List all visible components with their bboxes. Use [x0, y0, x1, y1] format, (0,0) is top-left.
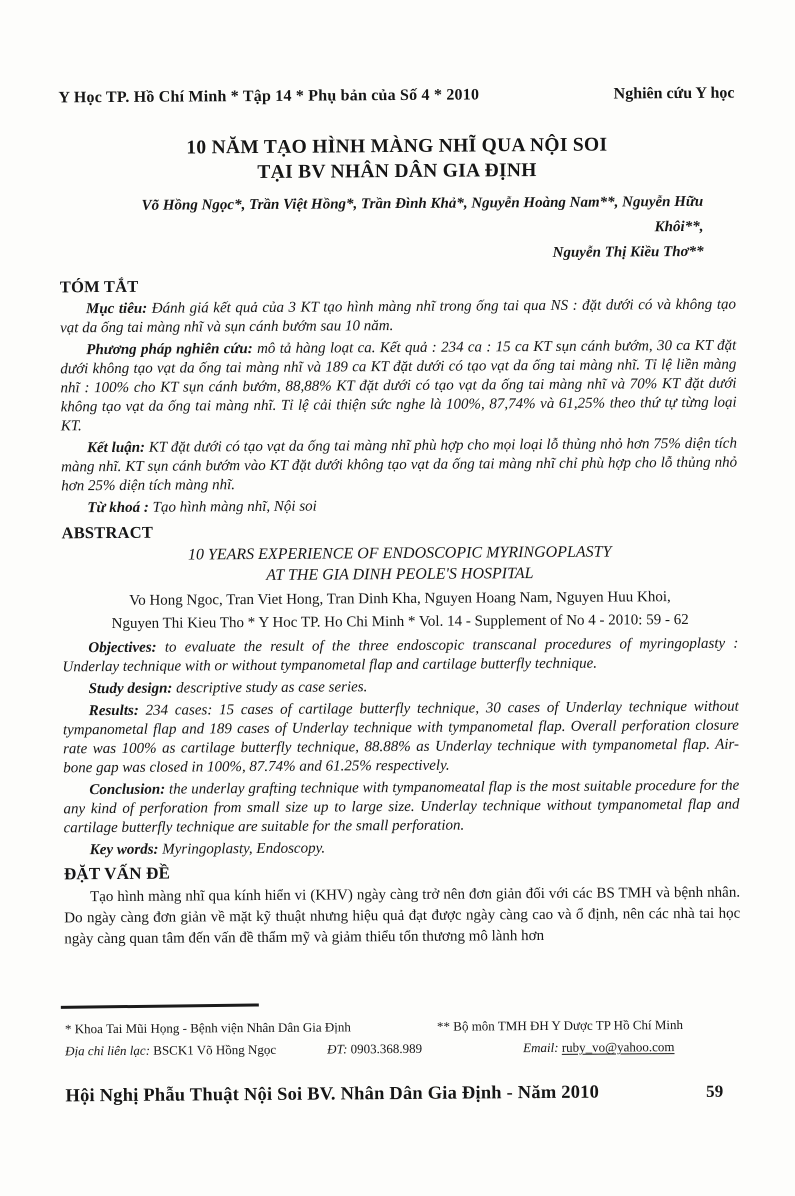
paragraph-text: Đánh giá kết quả của 3 KT tạo hình màng nhĩ trong ống tai qua NS : đặt dưới có và không tạo vạt da ống tai màng nhĩ và sụn cánh bướm sau 10 năm. — [60, 296, 737, 337]
introduction-paragraph: Tạo hình màng nhĩ qua kính hiển vi (KHV) ngày càng trở nên đơn giản đối với các BS TMH và bệnh nhân. Do ngày càng đơn giản về mặt kỹ thuật nhưng hiệu quả đạt được ngày càng cao và ổ định, nên các nhà tai học ngày càng quan tâm đến vấn đề thẩm mỹ và giảm thiểu tổn thương mô lành hơn — [64, 884, 741, 948]
email-field — [523, 1036, 674, 1059]
tomtat-paragraph-muctieu — [60, 296, 736, 339]
paragraph-lead: Study design: — [88, 680, 173, 698]
phone-field — [327, 1037, 523, 1060]
tomtat-paragraph-tukhoa — [61, 495, 737, 519]
paragraph-text: mô tả hàng loạt ca. Kết quả : 234 ca : 15 ca KT sụn cánh bướm, 30 ca KT đặt dưới không tạo vạt da ống tai màng nhĩ và 189 ca KT đặt dưới có tạo vạt da ống tai màng nhĩ. Tỉ lệ liền màng nhĩ : 100% cho KT sụn cánh bướm, 88,88% KT đặt dưới có tạo vạt da ống tai màng nhĩ và 70% KT đặt dưới không tạo vạt da ống tai màng nhĩ. Tỉ lệ cải thiện sức nghe là 100%, 87,74% và 61,25% theo thứ tự từng loại KT. — [60, 337, 737, 435]
english-title-line1: 10 YEARS EXPERIENCE OF ENDOSCOPIC MYRINGOPLASTY — [187, 543, 612, 564]
section-heading-datvande: ĐẶT VẤN ĐỀ — [63, 863, 171, 884]
paper-title — [59, 132, 735, 187]
section-heading-abstract: ABSTRACT — [61, 522, 154, 543]
paragraph-lead: Results: — [88, 702, 139, 720]
paragraph-lead: Objectives: — [88, 639, 157, 657]
abstract-paragraph-conclusion — [63, 777, 739, 839]
phone-value: 0903.368.989 — [347, 1040, 423, 1057]
contact-name: BSCK1 Võ Hồng Ngọc — [149, 1041, 277, 1058]
main-column — [58, 84, 740, 951]
abstract-paragraph-results — [63, 698, 740, 779]
footnotes-block — [65, 1014, 743, 1063]
authors-line3: Nguyễn Thị Kiều Thơ** — [552, 243, 704, 261]
affiliation-1: * Khoa Tai Mũi Họng - Bệnh viện Nhân Dân Gia Định — [64, 1019, 351, 1037]
footer-conference-title: Hội Nghị Phẫu Thuật Nội Soi BV. Nhân Dân Gia Định - Năm 2010 — [65, 1082, 600, 1107]
english-authors-block — [62, 586, 738, 637]
paragraph-text: Myringoplasty, Endoscopy. — [158, 840, 326, 858]
paragraph-lead: Phương pháp nghiên cứu: — [86, 341, 253, 359]
authors-line1: Võ Hồng Ngọc*, Trần Việt Hồng*, Trần Đình Khả*, Nguyễn Hoàng Nam**, Nguyễn Hữu — [141, 193, 704, 214]
contact-label: Địa chỉ liên lạc: — [65, 1042, 151, 1059]
english-title-line2: AT THE GIA DINH PEOLE'S HOSPITAL — [266, 565, 534, 584]
paragraph-text: Tạo hình màng nhĩ, Nội soi — [148, 498, 317, 516]
email-link[interactable]: ruby_vo@yahoo.com — [561, 1039, 675, 1055]
footnote-divider — [61, 1003, 259, 1008]
english-authors-line2: Nguyen Thi Kieu Tho * Y Hoc TP. Ho Chi Minh * Vol. 14 - Supplement of No 4 - 2010: 59 - 62 — [111, 611, 689, 632]
journal-header-left: Y Học TP. Hồ Chí Minh * Tập 14 * Phụ bản của Số 4 * 2010 — [58, 86, 480, 107]
abstract-paragraph-studydesign — [63, 676, 739, 700]
journal-header — [58, 84, 734, 109]
paper-title-line2: TẠI BV NHÂN DÂN GIA ĐỊNH — [257, 160, 537, 183]
section-heading-tomtat: TÓM TẮT — [59, 276, 139, 297]
paragraph-text: the underlay grafting technique with tympanomeatal flap is the most suitable procedure for the any kind of perforation from small size up to large size. Underlay technique without tympanometal flap and cartilage butterfly technique are suitable for the small perforation. — [63, 777, 740, 837]
phone-label: ĐT: — [327, 1041, 348, 1057]
page-footer — [65, 1082, 743, 1108]
english-title — [62, 541, 738, 588]
paragraph-lead: Kết luận: — [86, 439, 146, 457]
paragraph-text: KT đặt dưới có tạo vạt da ống tai màng nhĩ phù hợp cho mọi loại lỗ thủng nhỏ hơn 75% diện tích màng nhĩ. KT sụn cánh bướm vào KT đặt dưới không tạo vạt da ống tai màng nhĩ chỉ phù hợp cho lỗ thủng nhỏ hơn 25% diện tích màng nhĩ. — [61, 435, 738, 495]
tomtat-paragraph-phuongphap — [60, 337, 737, 437]
paragraph-text: 234 cases: 15 cases of cartilage butterfly technique, 30 cases of Underlay technique without tympanometal flap and 189 cases of Underlay technique with tympanometal flap. Overall perforation closure rate was 100% as cartilage butterfly technique, 88.88% as Underlay technique with tympanometal flap. Air-bone gap was closed in 100%, 87.74% and 61.25% respectively. — [62, 698, 740, 777]
paragraph-text: to evaluate the result of the three endoscopic transcanal procedures of myringoplasty : Underlay technique with or without tympanometal flap and cartilage butterfly technique. — [62, 635, 739, 676]
abstract-paragraph-objectives — [62, 635, 738, 678]
paper-title-line1: 10 NĂM TẠO HÌNH MÀNG NHĨ QUA NỘI SOI — [186, 134, 608, 159]
authors-line2: Khôi**, — [654, 218, 704, 236]
authors-block — [59, 190, 704, 269]
paragraph-lead: Mục tiêu: — [85, 300, 148, 318]
email-label: Email: — [523, 1039, 559, 1056]
paragraph-lead: Từ khoá : — [87, 499, 149, 517]
tomtat-paragraph-ketluan — [61, 435, 737, 497]
contact-row — [65, 1036, 743, 1063]
paragraph-lead: Conclusion: — [89, 781, 166, 799]
page-number: 59 — [705, 1081, 724, 1101]
paragraph-text: descriptive study as case series. — [172, 679, 368, 697]
affiliation-2: ** Bộ môn TMH ĐH Y Dược TP Hồ Chí Minh — [436, 1017, 684, 1034]
paragraph-lead: Key words: — [89, 841, 159, 859]
contact-field — [65, 1039, 327, 1063]
journal-header-right: Nghiên cứu Y học — [613, 84, 735, 103]
abstract-paragraph-keywords — [64, 837, 740, 861]
english-authors-line1: Vo Hong Ngoc, Tran Viet Hong, Tran Dinh Kha, Nguyen Hoang Nam, Nguyen Huu Khoi, — [129, 589, 671, 609]
